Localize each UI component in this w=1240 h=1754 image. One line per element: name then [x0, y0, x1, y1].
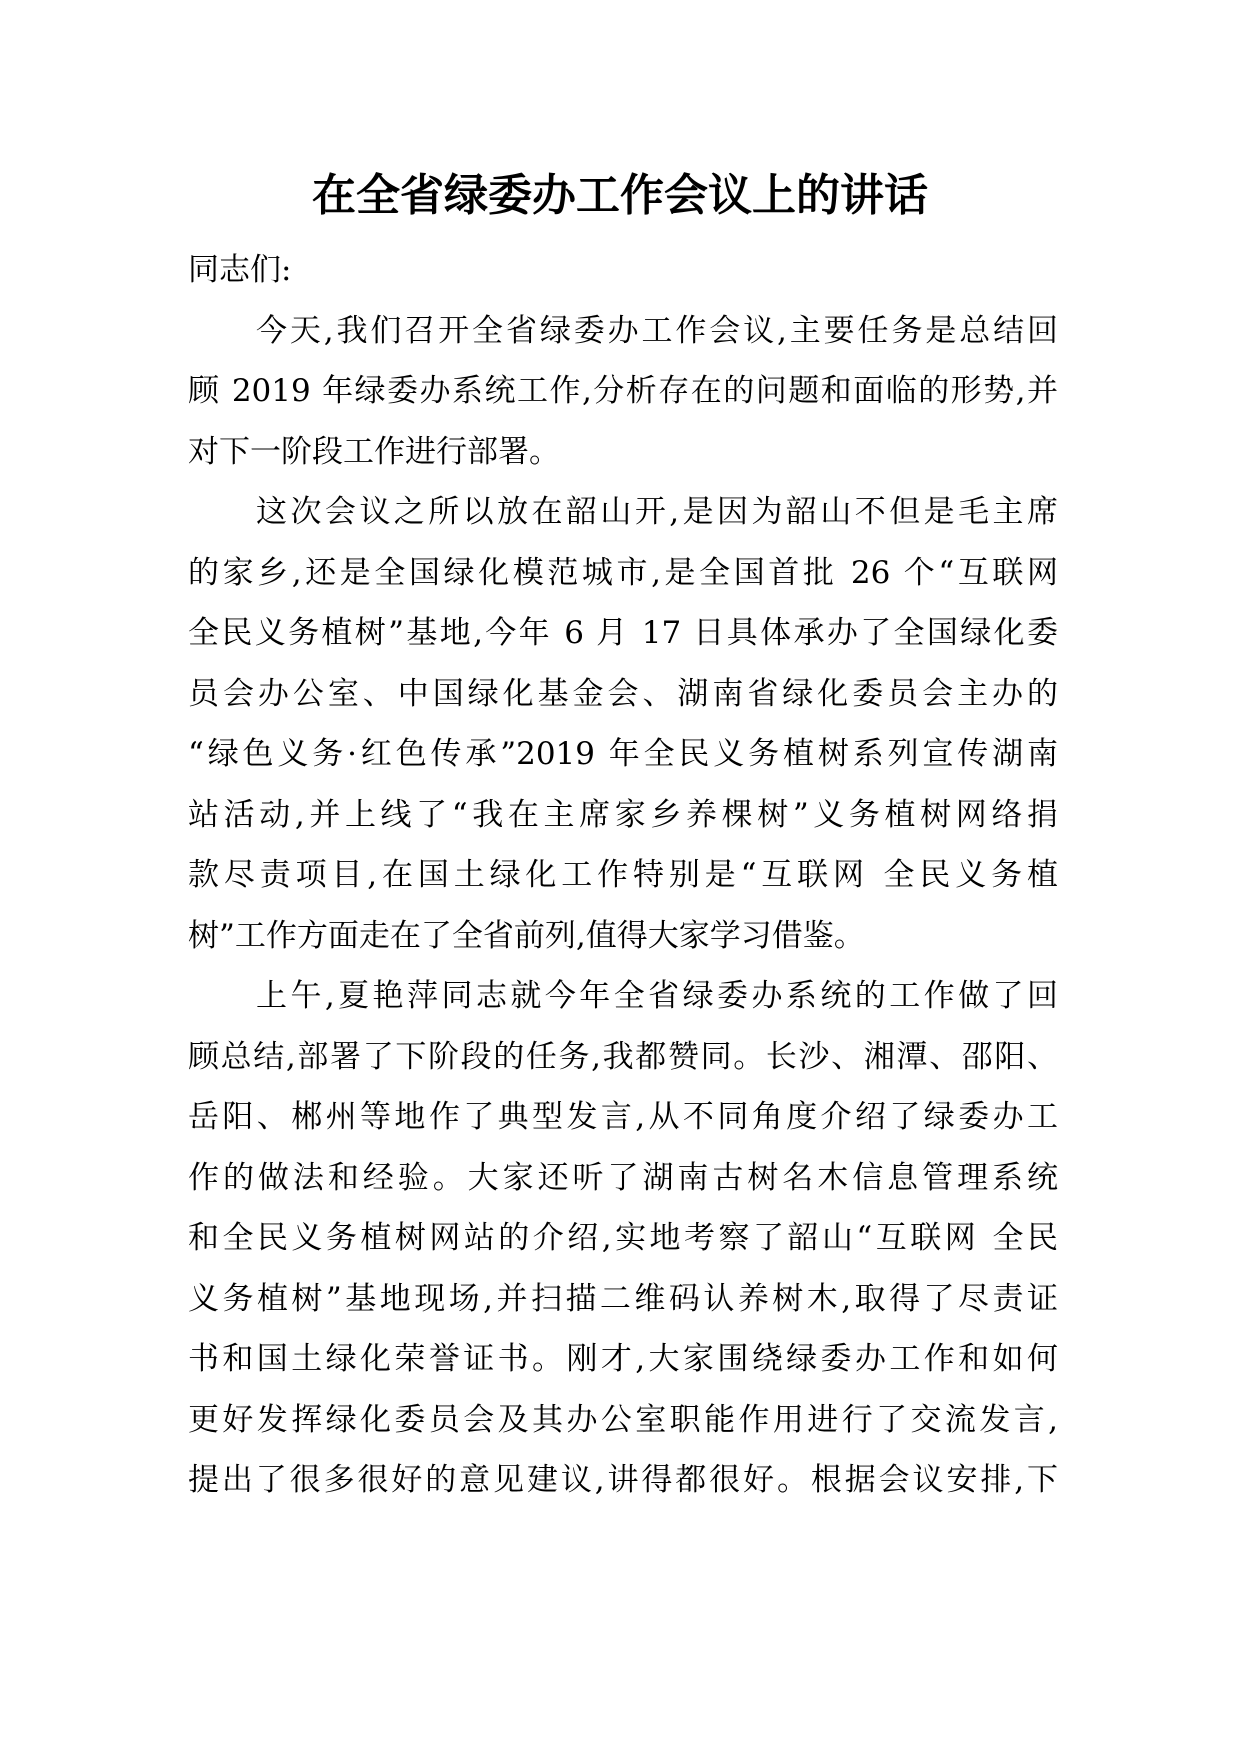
document-title: 在全省绿委办工作会议上的讲话	[312, 170, 928, 221]
text-line: 顾总结,部署了下阶段的任务,我都赞同。长沙、湘潭、邵阳、	[188, 1038, 1058, 1075]
text-line: 和全民义务植树网站的介绍,实地考察了韶山“互联网 全民	[188, 1220, 1058, 1256]
text-line: 树”工作方面走在了全省前列,值得大家学习借鉴。	[188, 917, 865, 954]
document-body	[188, 240, 1058, 1511]
text-line: 上午,夏艳萍同志就今年全省绿委办系统的工作做了回	[256, 978, 1058, 1014]
salutation: 同志们:	[188, 252, 292, 288]
text-line: 岳阳、郴州等地作了典型发言,从不同角度介绍了绿委办工	[188, 1099, 1058, 1135]
text-line: 全民义务植树”基地,今年 6 月 17 日具体承办了全国绿化委	[188, 615, 1058, 651]
text-line: “绿色义务·红色传承”2019 年全民义务植树系列宣传湖南	[188, 736, 1058, 772]
text-line: 提出了很多很好的意见建议,讲得都很好。根据会议安排,下	[188, 1462, 1058, 1498]
text-line: 书和国土绿化荣誉证书。刚才,大家围绕绿委办工作和如何	[188, 1341, 1058, 1377]
text-line: 顾 2019 年绿委办系统工作,分析存在的问题和面临的形势,并	[188, 373, 1058, 409]
text-line: 的家乡,还是全国绿化模范城市,是全国首批 26 个“互联网	[188, 554, 1058, 591]
text-line: 站活动,并上线了“我在主席家乡养棵树”义务植树网络捐	[188, 796, 1058, 833]
text-line: 今天,我们召开全省绿委办工作会议,主要任务是总结回	[256, 312, 1058, 349]
text-line: 款尽责项目,在国土绿化工作特别是“互联网 全民义务植	[188, 857, 1058, 893]
text-line: 员会办公室、中国绿化基金会、湖南省绿化委员会主办的	[188, 675, 1058, 712]
text-line: 这次会议之所以放在韶山开,是因为韶山不但是毛主席	[256, 494, 1058, 530]
text-line: 义务植树”基地现场,并扫描二维码认养树木,取得了尽责证	[188, 1280, 1058, 1317]
text-line: 对下一阶段工作进行部署。	[188, 433, 560, 470]
text-line: 更好发挥绿化委员会及其办公室职能作用进行了交流发言,	[188, 1401, 1058, 1438]
text-line: 作的做法和经验。大家还听了湖南古树名木信息管理系统	[188, 1159, 1058, 1196]
